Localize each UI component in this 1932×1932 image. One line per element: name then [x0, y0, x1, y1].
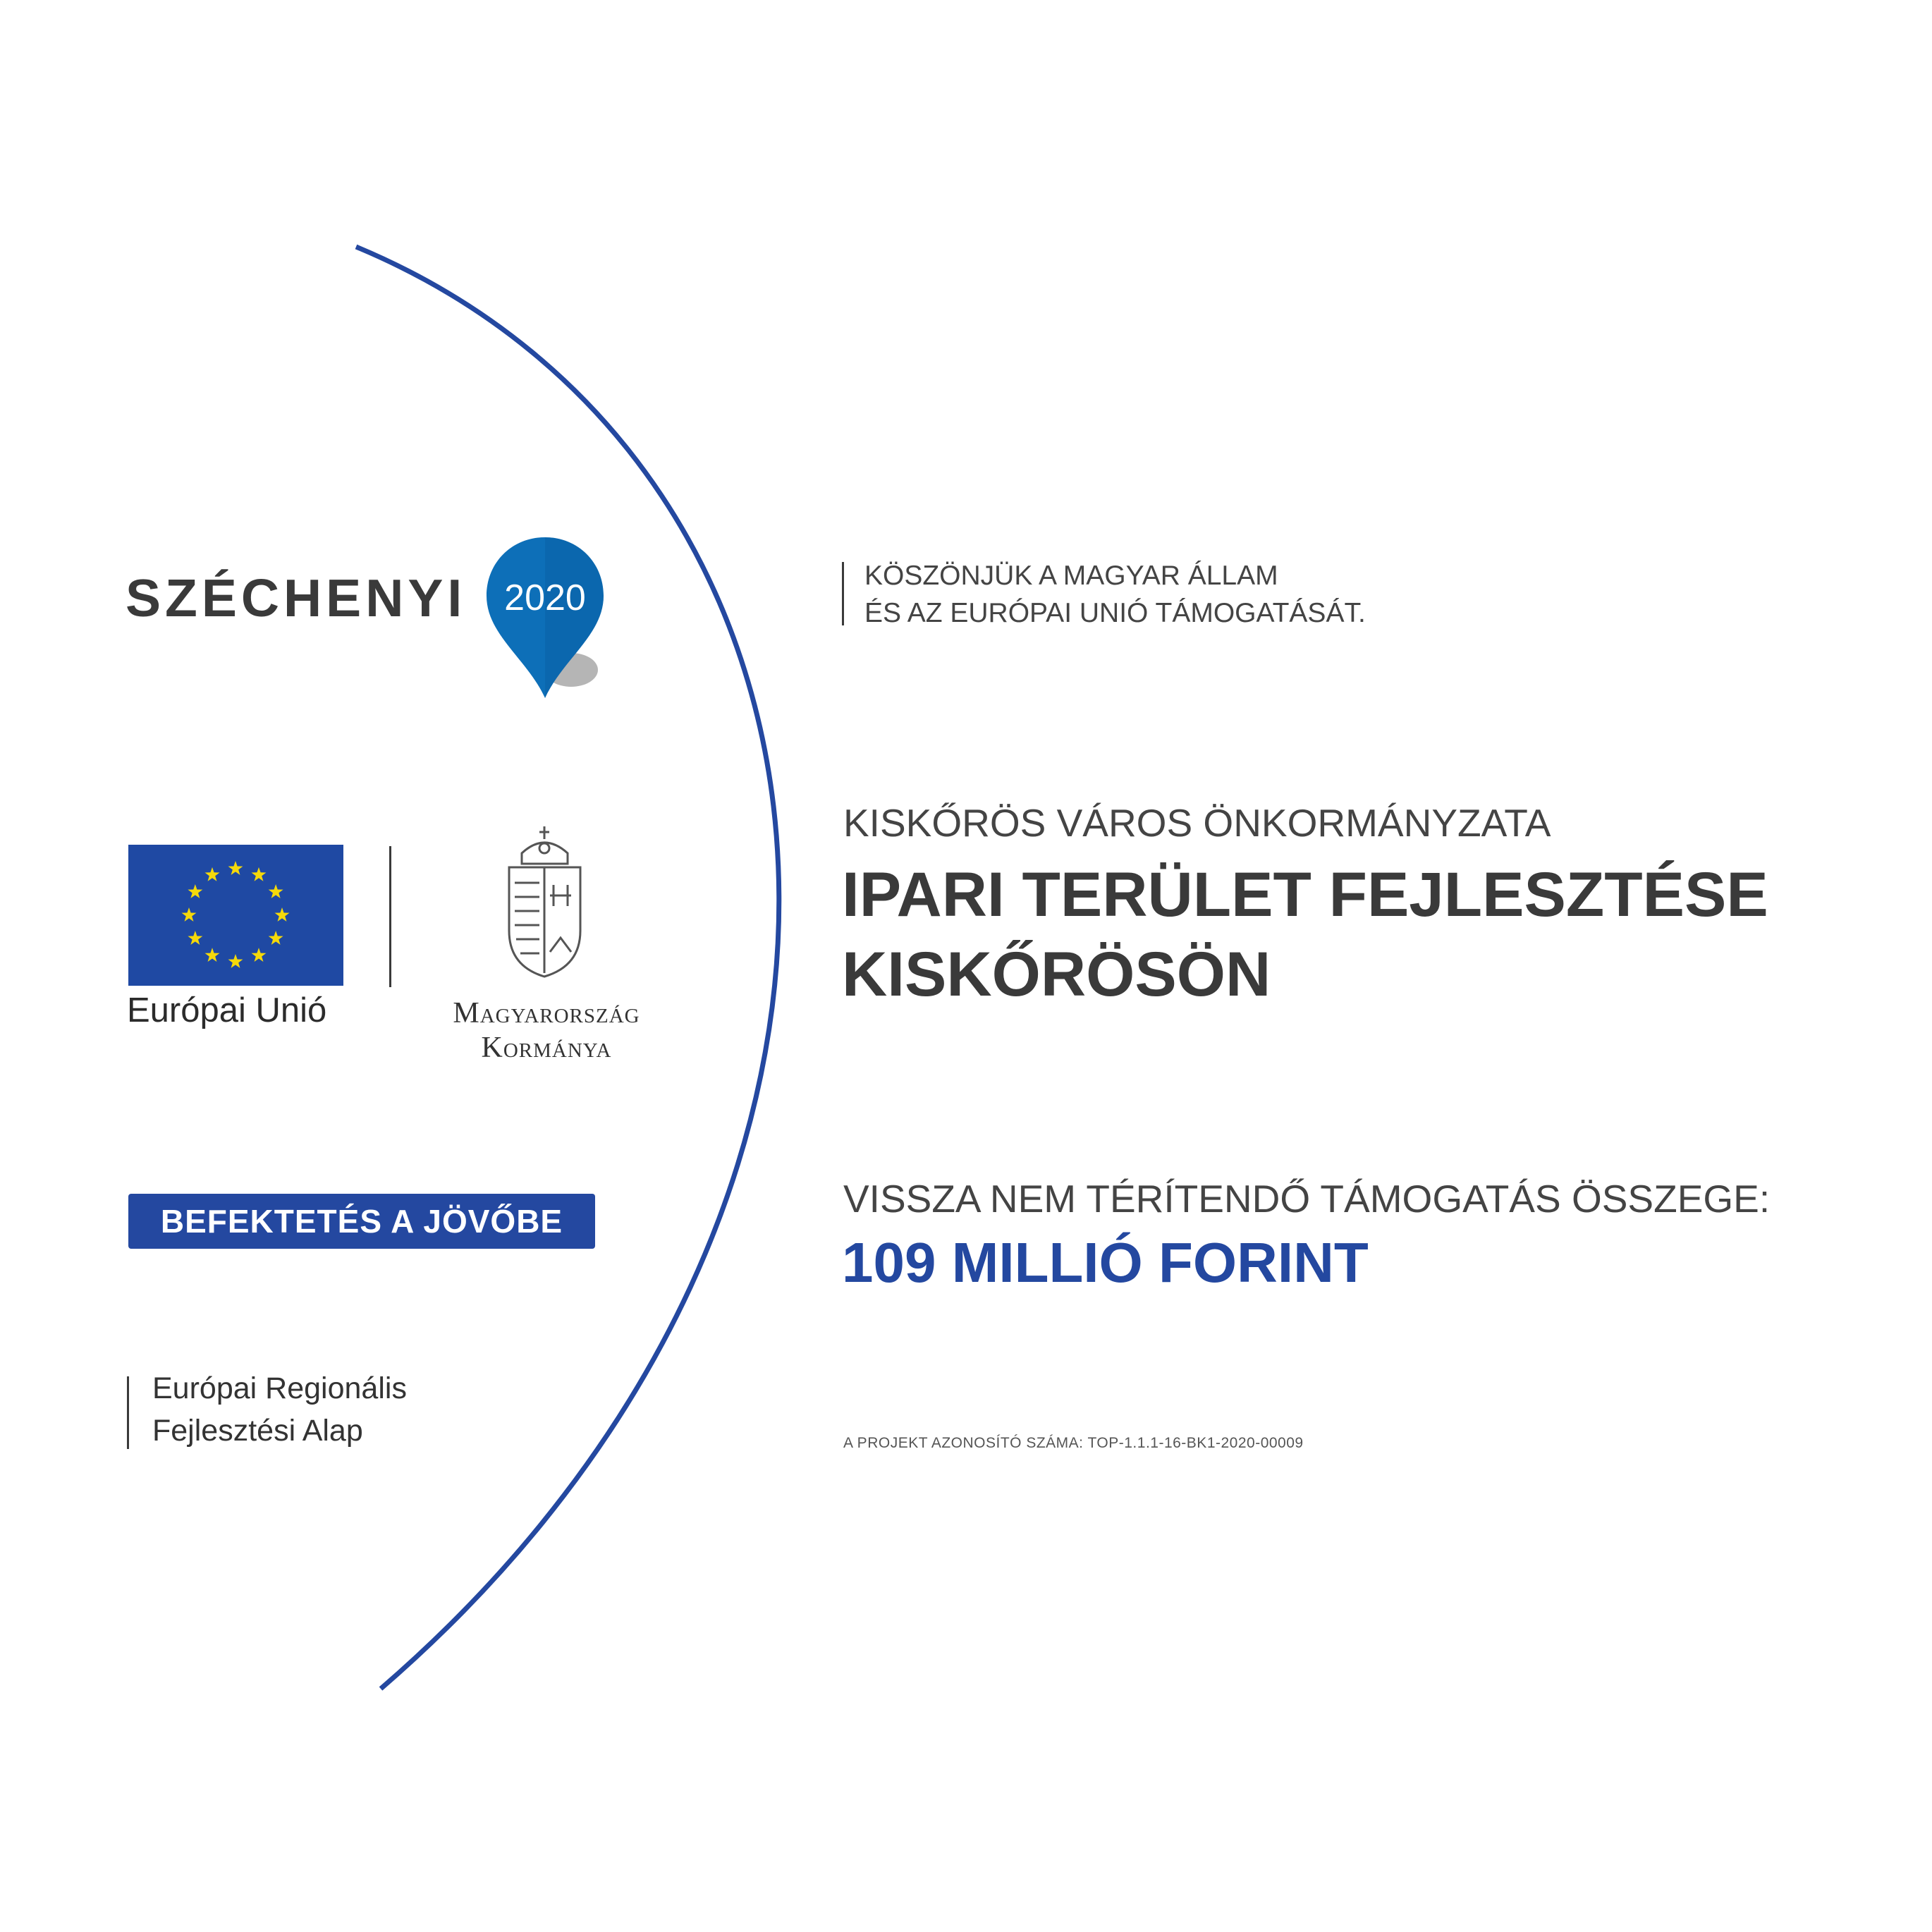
logo-divider [389, 846, 391, 987]
hungarian-coat-of-arms-icon [501, 825, 589, 980]
szechenyi-wordmark: SZÉCHENYI [126, 568, 467, 628]
eu-label: Európai Unió [127, 991, 327, 1029]
organization-name: KISKŐRÖS VÁROS ÖNKORMÁNYZATA [843, 801, 1551, 845]
fund-line1: Európai Regionális [152, 1371, 407, 1405]
amount-label: VISSZA NEM TÉRÍTENDŐ TÁMOGATÁS ÖSSZEGE: [843, 1177, 1771, 1221]
fund-line2: Fejlesztési Alap [152, 1414, 363, 1448]
location-pin-icon [485, 536, 605, 705]
fund-bar [127, 1376, 129, 1449]
investment-badge: BEFEKTETÉS A JÖVŐBE [128, 1194, 595, 1249]
project-title-line2: KISKŐRÖSÖN [842, 939, 1271, 1009]
thanks-line1: KÖSZÖNJÜK A MAGYAR ÁLLAM [864, 561, 1278, 591]
project-id: A PROJEKT AZONOSÍTÓ SZÁMA: TOP-1.1.1-16-BK1-2020-00009 [843, 1435, 1304, 1451]
thanks-line2: ÉS AZ EURÓPAI UNIÓ TÁMOGATÁSÁT. [864, 598, 1366, 628]
thanks-bar [842, 562, 844, 625]
government-line1: Magyarország [453, 997, 640, 1029]
government-line2: Kormánya [481, 1032, 612, 1064]
eu-flag-icon [128, 845, 343, 986]
szechenyi-year: 2020 [504, 577, 586, 618]
amount-value: 109 MILLIÓ FORINT [842, 1231, 1369, 1294]
project-title-line1: IPARI TERÜLET FEJLESZTÉSE [842, 859, 1768, 929]
